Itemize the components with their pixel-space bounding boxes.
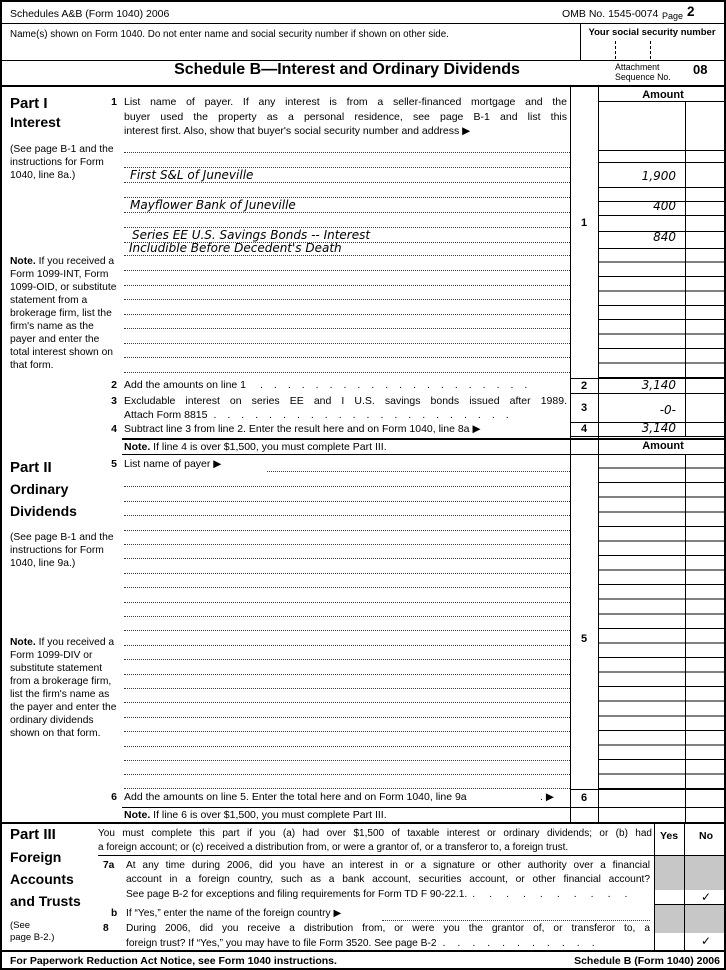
payer-write-line[interactable]	[124, 748, 570, 761]
payer-write-line[interactable]	[124, 618, 570, 631]
line3-box-number: 3	[580, 402, 588, 414]
line4-number: 4	[111, 423, 117, 435]
note-text: If you received a Form 1099-DIV or substitute statement from a brokerage firm, list the firm's name as the payer and enter the ordinary dividends shown on that form.	[10, 637, 117, 739]
payer-write-line[interactable]	[124, 690, 570, 703]
ssn-separator	[650, 41, 651, 59]
payer-write-line[interactable]	[124, 185, 570, 198]
payer-write-line[interactable]	[124, 762, 570, 775]
line6-tail: . ▶	[540, 791, 554, 803]
arrow-icon: ▶	[213, 458, 222, 470]
part2-bottom-note: Note. If line 6 is over $1,500, you must complete Part III.	[124, 809, 387, 821]
line4-text: Subtract line 3 from line 2. Enter the result here and on Form 1040, line 8a ▶	[124, 423, 481, 435]
line1-number: 1	[111, 96, 117, 108]
line1-text-2: buyer used the property as a personal residence, see page B-1 and list this	[124, 110, 567, 123]
payer-entry-name[interactable]: First S&L of Juneville	[130, 168, 254, 182]
payer-write-line[interactable]	[124, 345, 570, 358]
payer-write-line[interactable]	[124, 633, 570, 646]
line6-amount-cell[interactable]	[598, 790, 726, 806]
q8-number: 8	[103, 923, 109, 934]
divider	[598, 162, 726, 163]
q7a-yes-cell[interactable]	[655, 890, 684, 904]
ssn-separator	[615, 41, 616, 59]
line1-text-3: interest first. Also, show that buyer's social security number and address ▶	[124, 125, 471, 138]
omb-number: OMB No. 1545-0074	[562, 8, 659, 20]
yes-column-header: Yes	[659, 830, 679, 842]
divider	[2, 85, 724, 87]
part3-see-note-1: (See	[10, 920, 31, 931]
part1-bottom-note: Note. If line 4 is over $1,500, you must complete Part III.	[124, 441, 387, 453]
payer-entry-name[interactable]: Mayflower Bank of Juneville	[130, 198, 296, 212]
q7a-number: 7a	[103, 860, 115, 871]
q8-no-checkmark[interactable]: ✓	[700, 934, 712, 948]
divider	[122, 807, 726, 808]
payer-write-line[interactable]	[267, 459, 570, 472]
dot-leader: ..........	[472, 888, 642, 900]
attachment-label: Attachment	[615, 62, 660, 72]
dot-leader: ....................	[260, 379, 539, 391]
payer-write-line[interactable]	[124, 719, 570, 732]
part3-title-2: Accounts	[10, 871, 74, 887]
divider	[2, 950, 724, 952]
divider	[685, 454, 686, 822]
payer-write-line[interactable]	[124, 215, 570, 228]
payer-write-line[interactable]	[124, 705, 570, 718]
sequence-label: Sequence No.	[615, 72, 671, 82]
payer-write-line[interactable]	[124, 258, 570, 271]
divider	[654, 904, 726, 905]
q7a-no-checkmark[interactable]: ✓	[700, 890, 712, 904]
line5-number: 5	[111, 458, 117, 470]
line5-box-number: 5	[580, 633, 588, 645]
divider	[98, 855, 726, 856]
divider	[685, 101, 686, 436]
q8-yes-cell[interactable]	[655, 934, 684, 948]
q7b-text: If “Yes,” enter the name of the foreign country ▶	[126, 908, 342, 919]
part3-label: Part III	[10, 826, 56, 843]
payer-write-line[interactable]	[124, 503, 570, 516]
part3-title-1: Foreign	[10, 849, 62, 865]
payer-write-line[interactable]	[124, 474, 570, 487]
q8-text	[126, 922, 650, 951]
line3-amount[interactable]: -0-	[659, 403, 676, 417]
page-number: 2	[687, 4, 695, 19]
payer-write-line[interactable]	[124, 273, 570, 286]
payer-write-line[interactable]	[124, 287, 570, 300]
line6-box-number: 6	[580, 792, 588, 804]
line3-text-1: Excludable interest on series EE and I U.S. savings bonds issued after 1989.	[124, 395, 567, 407]
line1-instruction	[124, 95, 567, 139]
footer-form-id: Schedule B (Form 1040) 2006	[574, 955, 720, 967]
line2-number: 2	[111, 379, 117, 391]
note-label: Note.	[10, 256, 36, 267]
q7a-text	[126, 859, 650, 902]
divider	[570, 393, 726, 394]
part2-side-note	[10, 636, 120, 740]
divider	[598, 187, 726, 188]
ssn-field[interactable]	[581, 40, 723, 59]
payer-write-line[interactable]	[124, 331, 570, 344]
payer-entry-name[interactable]: Includible Before Decedent's Death	[129, 241, 342, 255]
divider	[598, 150, 726, 151]
payer-write-line[interactable]	[124, 546, 570, 559]
part2-title-2: Dividends	[10, 503, 77, 519]
divider	[598, 101, 726, 102]
part2-amount-header: Amount	[642, 440, 684, 452]
line4-box-number: 4	[580, 423, 588, 435]
empty-amount-rows	[598, 454, 726, 789]
dot-leader: ...........	[442, 937, 607, 949]
payer-write-line[interactable]	[124, 155, 570, 168]
payer-write-line[interactable]	[124, 662, 570, 675]
name-instruction: Name(s) shown on Form 1040. Do not enter name and social security number if shown on other side.	[10, 29, 449, 40]
payer-write-line[interactable]	[124, 316, 570, 329]
line2-box-number: 2	[580, 380, 588, 392]
line3-number: 3	[111, 395, 117, 407]
payer-write-line[interactable]	[124, 561, 570, 574]
payer-write-line[interactable]	[124, 776, 570, 789]
intro-line-1: You must complete this part if you (a) had over $1,500 of taxable interest or ordinary dividends; or (b) had	[98, 828, 652, 839]
divider	[570, 436, 726, 437]
payer-entry-amount[interactable]: 400	[653, 199, 676, 213]
line1-box-number: 1	[580, 217, 588, 229]
q8-line-1: During 2006, did you receive a distribution from, or were you the grantor of, or transferor to, a	[126, 923, 650, 934]
part1-see-note: (See page B-1 and the instructions for Form 1040, line 8a.)	[10, 144, 114, 181]
line4-amount[interactable]: 3,140	[641, 421, 676, 435]
part1-amount-header: Amount	[642, 89, 684, 101]
payer-write-line[interactable]	[124, 532, 570, 545]
divider	[598, 215, 726, 216]
part3-title-3: and Trusts	[10, 893, 81, 909]
arrow-icon: ▶	[333, 908, 342, 919]
payer-write-line[interactable]	[124, 489, 570, 502]
payer-write-line[interactable]	[124, 575, 570, 588]
form-id: Schedules A&B (Form 1040) 2006	[10, 8, 170, 20]
dot-leader: ......................	[213, 409, 520, 421]
page-title: Schedule B—Interest and Ordinary Dividends	[174, 61, 520, 78]
payer-entry-name[interactable]: Series EE U.S. Savings Bonds -- Interest	[132, 228, 371, 242]
payer-write-line[interactable]	[124, 676, 570, 689]
payer-entry-amount[interactable]: 840	[653, 230, 676, 244]
q8-line-2: foreign trust? If “Yes,” you may have to file Form 3520. See page B-2 ...........	[126, 937, 607, 949]
sequence-number: 08	[693, 62, 708, 77]
payer-write-line[interactable]	[124, 604, 570, 617]
line5-text: List name of payer ▶	[124, 458, 222, 470]
payer-write-line[interactable]	[124, 590, 570, 603]
part3-intro	[98, 827, 652, 854]
q7a-line-2: account in a foreign country, such as a bank account, securities account, or other financial account?	[126, 874, 650, 885]
payer-write-line[interactable]	[124, 140, 570, 153]
part2-see-note: (See page B-1 and the instructions for Form 1040, line 9a.)	[10, 532, 114, 569]
line2-text: Add the amounts on line 1	[124, 379, 247, 391]
part2-title-1: Ordinary	[10, 481, 69, 497]
intro-line-2: a foreign account; or (c) received a distribution from, or were a grantor of, or a transferor to, a foreign trust.	[98, 841, 569, 853]
q7b-number: b	[111, 908, 118, 919]
payer-entry-amount[interactable]: 1,900	[641, 169, 676, 183]
q7a-line-3: See page B-2 for exceptions and filing requirements for Form TD F 90-22.1. ..........	[126, 888, 642, 900]
note-text: If you received a Form 1099-INT, Form 1099-OID, or substitute statement from a brokerage firm, list the firm's name as the payer and enter the total interest shown on that form.	[10, 256, 117, 371]
arrow-icon: ▶	[472, 423, 481, 435]
part2-label: Part II	[10, 459, 52, 476]
q7a-line-1: At any time during 2006, did you have an interest in or a signature or other authority over a financial	[126, 860, 650, 871]
part1-title: Interest	[10, 114, 61, 130]
divider	[2, 822, 724, 824]
shaded-cell	[654, 905, 726, 933]
part3-see-note-2: page B-2.)	[10, 932, 55, 943]
line3-text-2: Attach Form 8815 ......................	[124, 409, 520, 421]
shaded-cell	[654, 856, 726, 890]
payer-write-line[interactable]	[124, 647, 570, 660]
line6-number: 6	[111, 791, 117, 803]
divider	[2, 23, 724, 24]
line1-text-1: List name of payer. If any interest is from a seller-financed mortgage and the	[124, 96, 567, 108]
line6-text: Add the amounts on line 5. Enter the total here and on Form 1040, line 9a	[124, 791, 467, 803]
foreign-country-write-line[interactable]	[382, 908, 650, 921]
no-column-header: No	[699, 830, 713, 842]
payer-write-line[interactable]	[124, 302, 570, 315]
line2-amount[interactable]: 3,140	[641, 378, 676, 392]
footer-notice: For Paperwork Reduction Act Notice, see Form 1040 instructions.	[10, 955, 337, 967]
payer-write-line[interactable]	[124, 734, 570, 747]
payer-write-line[interactable]	[124, 518, 570, 531]
page-label: Page	[662, 11, 684, 21]
empty-amount-rows	[598, 248, 726, 378]
part1-side-note	[10, 255, 118, 372]
part1-label: Part I	[10, 95, 48, 112]
payer-write-line[interactable]	[124, 360, 570, 373]
note-label: Note.	[10, 637, 36, 648]
ssn-label: Your social security number	[588, 27, 716, 38]
